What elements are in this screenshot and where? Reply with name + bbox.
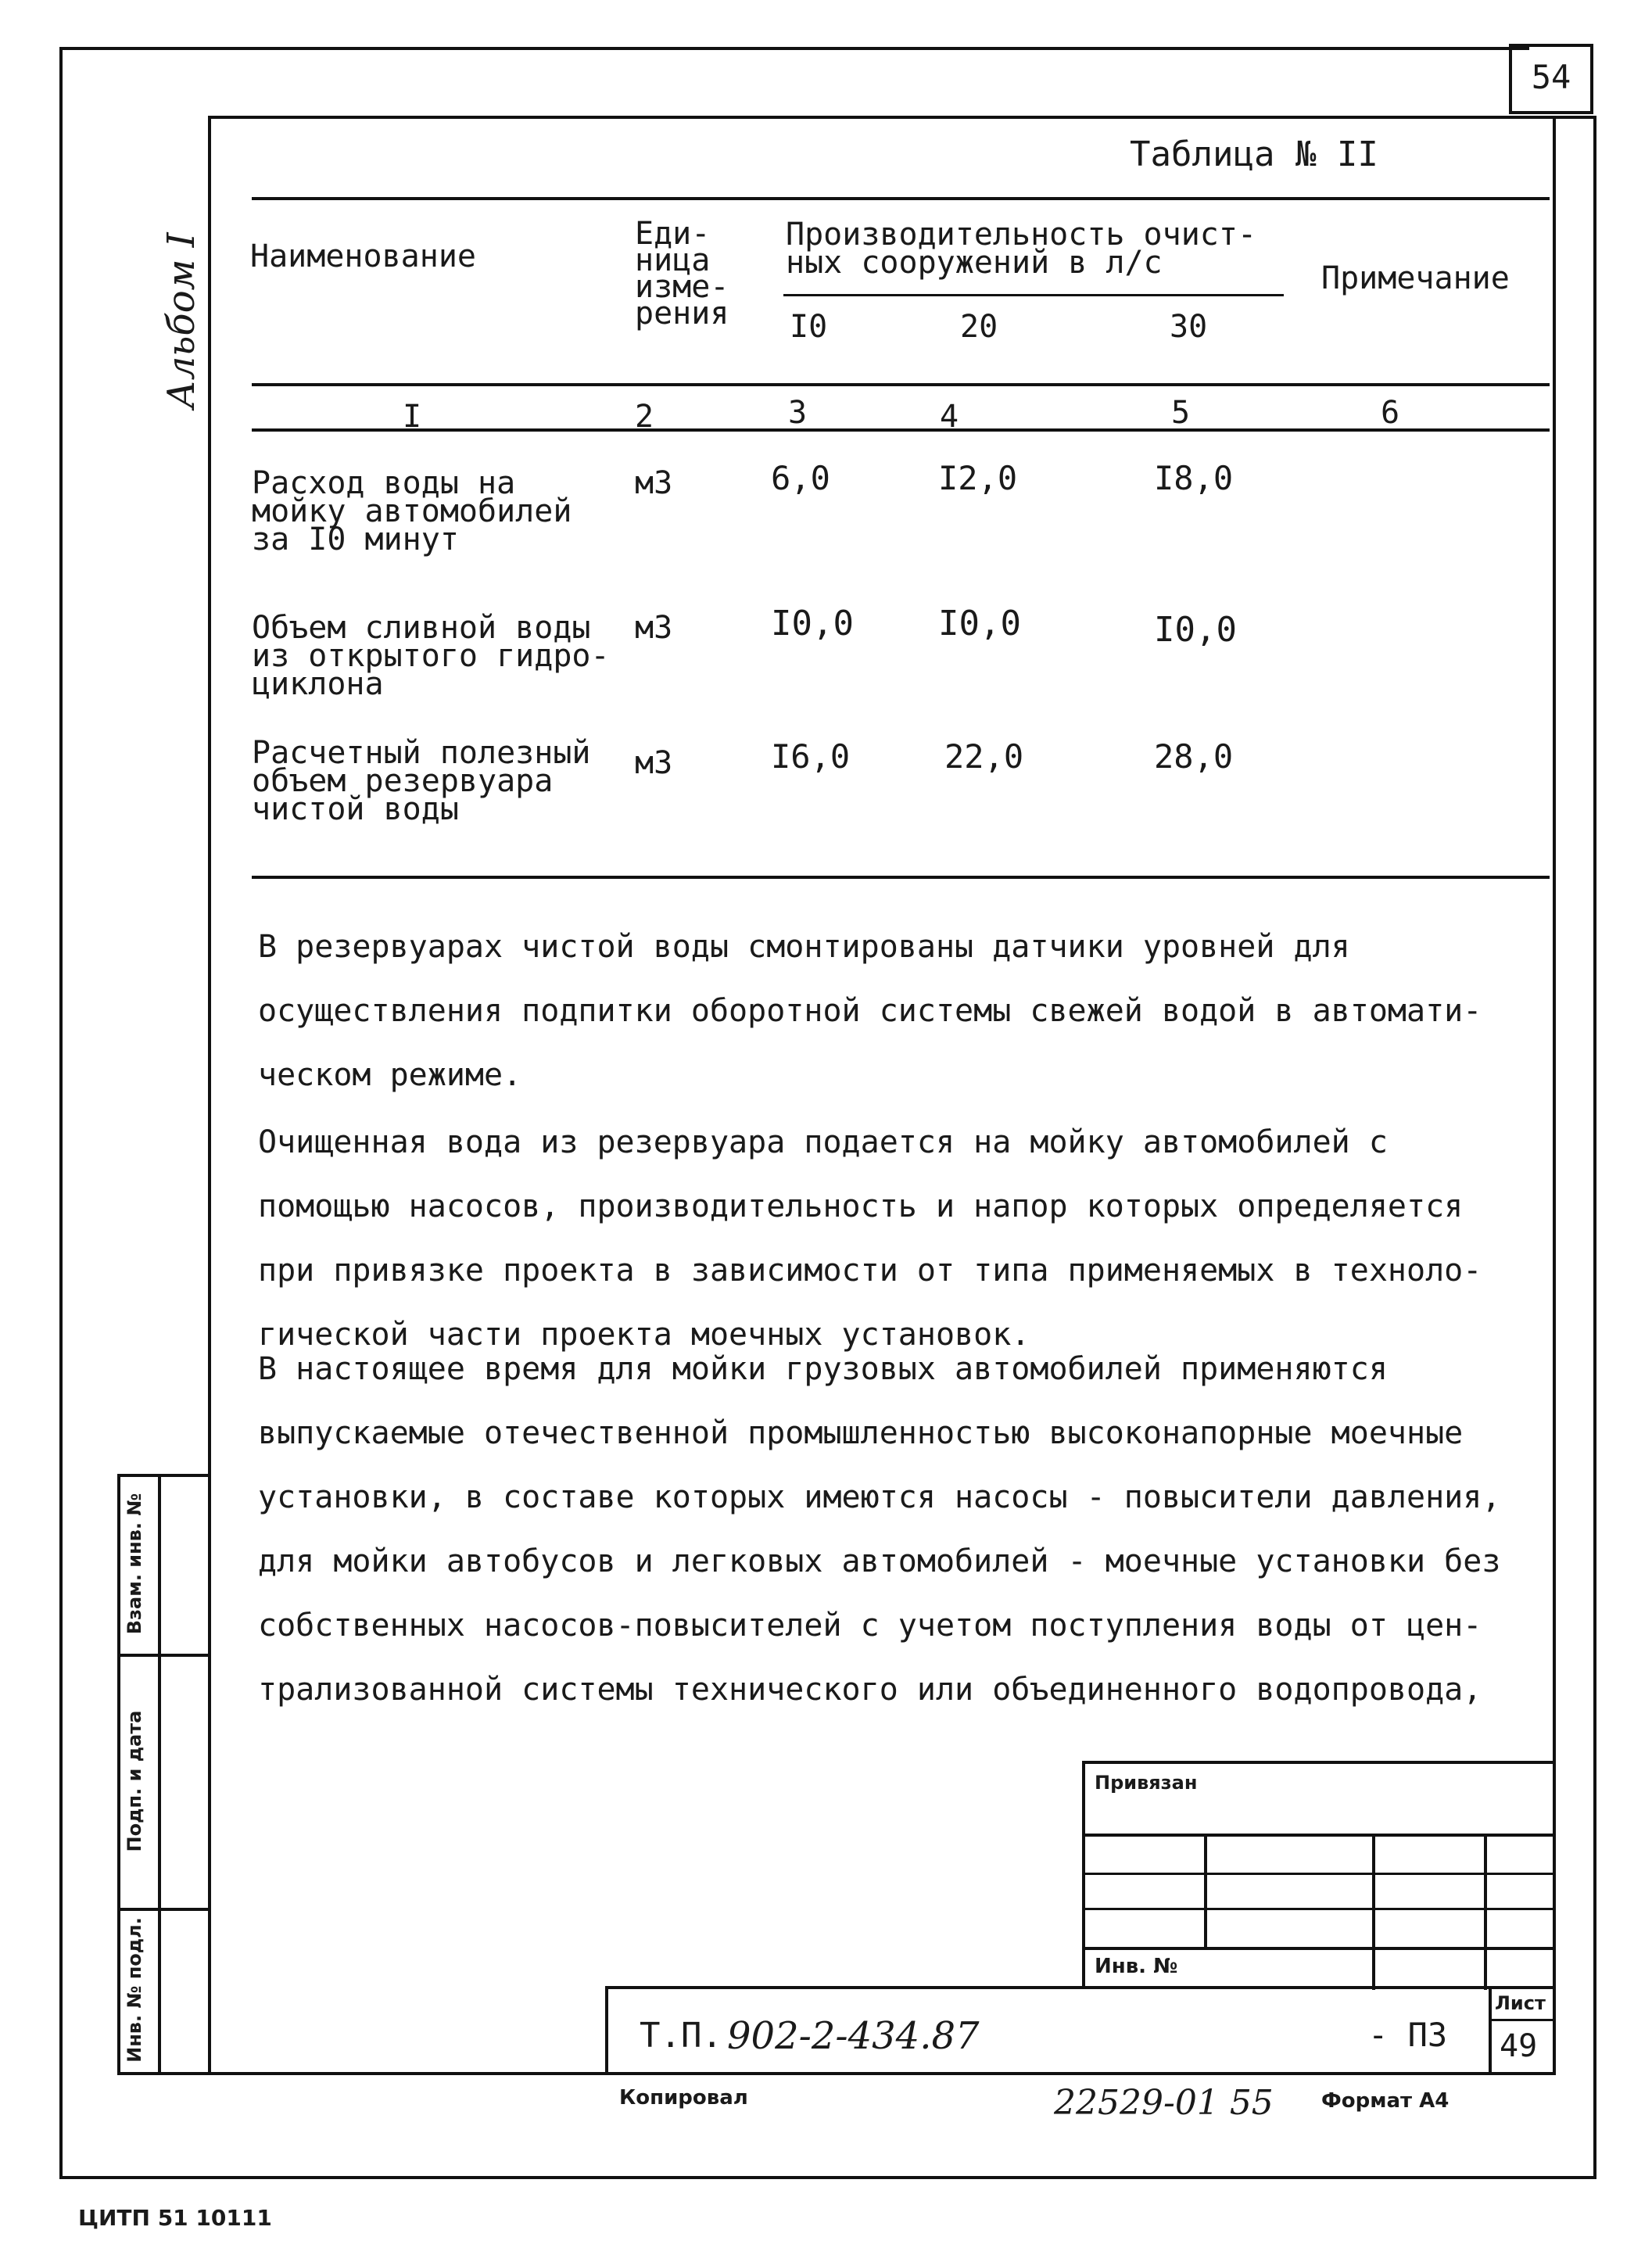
outer-frame-right bbox=[1593, 116, 1596, 2178]
sheet-box-rule bbox=[1489, 2019, 1554, 2021]
footer-format: Формат А4 bbox=[1321, 2089, 1450, 2113]
stamp-col-2 bbox=[1372, 1834, 1375, 1990]
row-3-value-20: 22,0 bbox=[944, 737, 1024, 776]
stamp-privyazan: Привязан bbox=[1095, 1772, 1198, 1794]
row-1-unit: м3 bbox=[635, 465, 673, 501]
side-label-replacement: Взам. инв. № bbox=[124, 1493, 145, 1635]
row-1-value-20: I2,0 bbox=[938, 459, 1018, 497]
row-3-unit: м3 bbox=[635, 745, 673, 781]
sheet-number: 49 bbox=[1500, 2028, 1538, 2064]
row-2-value-20: I0,0 bbox=[938, 604, 1021, 643]
column-numbers-rule bbox=[252, 428, 1550, 432]
row-3-name: Расчетный полезный объем резервуара чистой воды bbox=[252, 735, 591, 827]
column-number-6: 6 bbox=[1381, 395, 1400, 431]
table-bottom-rule bbox=[252, 876, 1550, 879]
outer-frame-bottom bbox=[59, 2176, 1596, 2179]
side-strip-rule-1 bbox=[117, 1654, 210, 1657]
column-number-3: 3 bbox=[788, 395, 808, 431]
row-1-name: Расход воды на мойку автомобилей за I0 минут bbox=[252, 465, 572, 557]
page-number: 54 bbox=[1531, 58, 1571, 96]
header-unit: Еди- ница изме- рения bbox=[635, 216, 729, 332]
inner-frame-right bbox=[1553, 116, 1556, 2074]
column-number-1: I bbox=[403, 399, 422, 435]
header-capacity-col-1: I0 bbox=[790, 309, 828, 345]
title-box-left bbox=[605, 1986, 608, 2074]
outer-frame-left bbox=[59, 47, 63, 2178]
outer-frame-top bbox=[59, 47, 1529, 50]
side-strip-left bbox=[117, 1474, 120, 2074]
side-strip-top bbox=[117, 1474, 210, 1477]
column-number-5: 5 bbox=[1171, 395, 1191, 431]
column-number-2: 2 bbox=[635, 399, 654, 435]
header-note: Примечание bbox=[1321, 260, 1510, 296]
inner-frame-bottom bbox=[117, 2072, 1556, 2075]
inner-frame-top bbox=[208, 116, 1595, 119]
row-1-value-10: 6,0 bbox=[771, 459, 830, 497]
row-3-value-10: I6,0 bbox=[771, 737, 851, 776]
doc-section: - ПЗ bbox=[1368, 2016, 1448, 2054]
header-bottom-rule bbox=[252, 383, 1550, 386]
page-number-box bbox=[1509, 44, 1593, 114]
sheet-label: Лист bbox=[1495, 1992, 1546, 2014]
stamp-top bbox=[1082, 1761, 1554, 1764]
header-name: Наименование bbox=[250, 238, 476, 274]
paragraph-2: Очищенная вода из резервуара подается на мойку автомобилей с помощью насосов, производительность и напор которых определяется при привязке проекта в зависимости от типа применяемых в техноло- гической части проекта моечных установок. bbox=[258, 1124, 1482, 1353]
table-title: Таблица № II bbox=[1130, 134, 1378, 174]
side-strip-divider bbox=[158, 1474, 161, 2074]
row-3-value-30: 28,0 bbox=[1154, 737, 1234, 776]
inner-frame-left bbox=[208, 116, 211, 2074]
footer-printer: ЦИТП 51 10111 bbox=[78, 2205, 272, 2231]
stamp-inv-no: Инв. № bbox=[1095, 1955, 1178, 1978]
column-number-4: 4 bbox=[940, 399, 959, 435]
row-1-value-30: I8,0 bbox=[1154, 459, 1234, 497]
row-2-unit: м3 bbox=[635, 610, 673, 646]
header-capacity: Производительность очист- ных сооружений в л/с bbox=[786, 217, 1257, 281]
doc-number: 902-2-434.87 bbox=[727, 2014, 980, 2058]
album-label: Альбом I bbox=[159, 232, 203, 409]
header-capacity-col-2: 20 bbox=[960, 309, 998, 345]
paragraph-3: В настоящее время для мойки грузовых автомобилей применяются выпускаемые отечественной промышленностью высоконапорные моечные установки, в составе которых имеются насосы - повысители давления, для мойки автобусов и легковых автомобилей - моечные установки без собственных насосов-повысителей с учетом поступления воды от цен- трализованной системы технического или объединенного водопровода, bbox=[258, 1351, 1501, 1708]
footer-copied: Копировал bbox=[619, 2086, 748, 2110]
stamp-col-1 bbox=[1204, 1834, 1207, 1947]
row-2-value-30: I0,0 bbox=[1154, 610, 1237, 650]
title-box-top bbox=[605, 1986, 1554, 1989]
footer-order-number: 22529-01 55 bbox=[1054, 2083, 1274, 2123]
paragraph-1: В резервуарах чистой воды смонтированы датчики уровней для осуществления подпитки оборотной системы свежей водой в автомати- ческом режиме. bbox=[258, 929, 1482, 1093]
stamp-col-3 bbox=[1484, 1834, 1487, 1990]
table-top-rule bbox=[252, 197, 1550, 200]
doc-code: Т.П. bbox=[640, 2016, 722, 2056]
sheet-box-left bbox=[1489, 1986, 1492, 2074]
row-2-value-10: I0,0 bbox=[771, 604, 854, 643]
capacity-sub-rule bbox=[783, 294, 1284, 296]
side-label-original-inv: Инв. № подл. bbox=[124, 1917, 145, 2063]
header-capacity-col-3: 30 bbox=[1170, 309, 1208, 345]
side-strip-rule-2 bbox=[117, 1908, 210, 1911]
row-2-name: Объем сливной воды из открытого гидро- циклона bbox=[252, 610, 610, 702]
side-label-signature: Подп. и дата bbox=[124, 1710, 145, 1852]
